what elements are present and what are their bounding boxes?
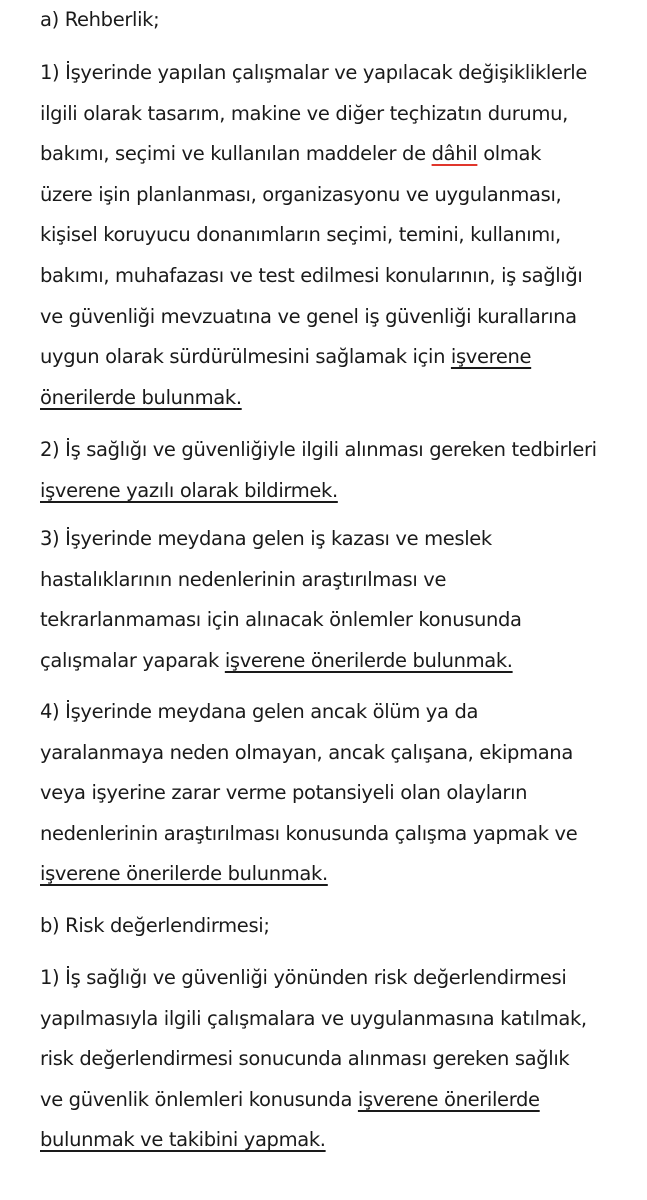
text-line: nedenlerinin araştırılması konusunda çalışma yapmak ve [40, 821, 578, 845]
section-b-heading-text: b) Risk değerlendirmesi; [40, 914, 270, 937]
text-line: risk değerlendirmesi sonucunda alınması gereken sağlık [40, 1047, 570, 1071]
underlined-text: işverene önerilerde bulunmak. [40, 862, 328, 886]
text-line: 1) İş sağlığı ve güvenliği yönünden risk değerlendirmesi [40, 966, 567, 989]
text-segment: olmak [477, 142, 542, 166]
text-line: 4) İşyerinde meydana gelen ancak ölüm ya da [40, 700, 479, 723]
text-segment: çalışmalar yaparak [40, 648, 225, 672]
text-line: ilgili olarak tasarım, makine ve diğer teçhizatın durumu, [40, 101, 568, 125]
text-line [40, 1080, 640, 1121]
section-a-heading [40, 0, 640, 41]
section-a-item-2 [40, 430, 640, 511]
text-line: bakımı, muhafazası ve test edilmesi konularının, iş sağlığı [40, 263, 583, 287]
text-line: ve güvenliği mevzuatına ve genel iş güvenliği kurallarına [40, 304, 577, 328]
underlined-text: işverene [450, 345, 532, 369]
text-line: kişisel koruyucu donanımların seçimi, temini, kullanımı, [40, 223, 561, 247]
text-line: üzere işin planlanması, organizasyonu ve uygulanması, [40, 182, 562, 206]
section-a-item-3 [40, 519, 640, 681]
underlined-text: işverene yazılı olarak bildirmek. [40, 478, 338, 502]
text-line: veya işyerine zarar verme potansiyeli olan olayların [40, 781, 528, 805]
text-line: 1) İşyerinde yapılan çalışmalar ve yapılacak değişikliklerle [40, 61, 587, 84]
text-line: tekrarlanmaması için alınacak önlemler konusunda [40, 608, 522, 632]
text-line [40, 1120, 640, 1161]
section-a-item-4 [40, 692, 640, 895]
underlined-text: önerilerde bulunmak. [40, 385, 242, 409]
text-line: yaralanmaya neden olmayan, ancak çalışana, ekipmana [40, 740, 573, 764]
section-a-item-1 [40, 53, 640, 418]
text-line [40, 854, 640, 895]
text-segment: bakımı, seçimi ve kullanılan maddeler de [40, 142, 432, 166]
spellcheck-flagged-word[interactable]: dâhil [431, 142, 478, 166]
underlined-text: bulunmak ve takibini yapmak. [40, 1128, 326, 1152]
text-segment: uygun olarak sürdürülmesini sağlamak için [40, 345, 451, 369]
text-line [40, 641, 640, 682]
text-line [40, 378, 640, 419]
section-b-heading [40, 906, 640, 947]
underlined-text: işverene önerilerde bulunmak. [224, 648, 513, 672]
section-b-item-1 [40, 958, 640, 1161]
text-line: yapılmasıyla ilgili çalışmalara ve uygulanmasına katılmak, [40, 1006, 587, 1030]
text-line [40, 471, 640, 512]
text-line: hastalıklarının nedenlerinin araştırılması ve [40, 567, 447, 591]
text-line [40, 134, 640, 175]
text-line: 3) İşyerinde meydana gelen iş kazası ve meslek [40, 527, 492, 550]
underlined-text: işverene önerilerde [357, 1087, 540, 1111]
text-segment: ve güvenlik önlemleri konusunda [40, 1087, 358, 1111]
section-a-heading-text: a) Rehberlik; [40, 8, 160, 31]
text-line [40, 337, 640, 378]
text-line: 2) İş sağlığı ve güvenliğiyle ilgili alınması gereken tedbirleri [40, 438, 597, 461]
